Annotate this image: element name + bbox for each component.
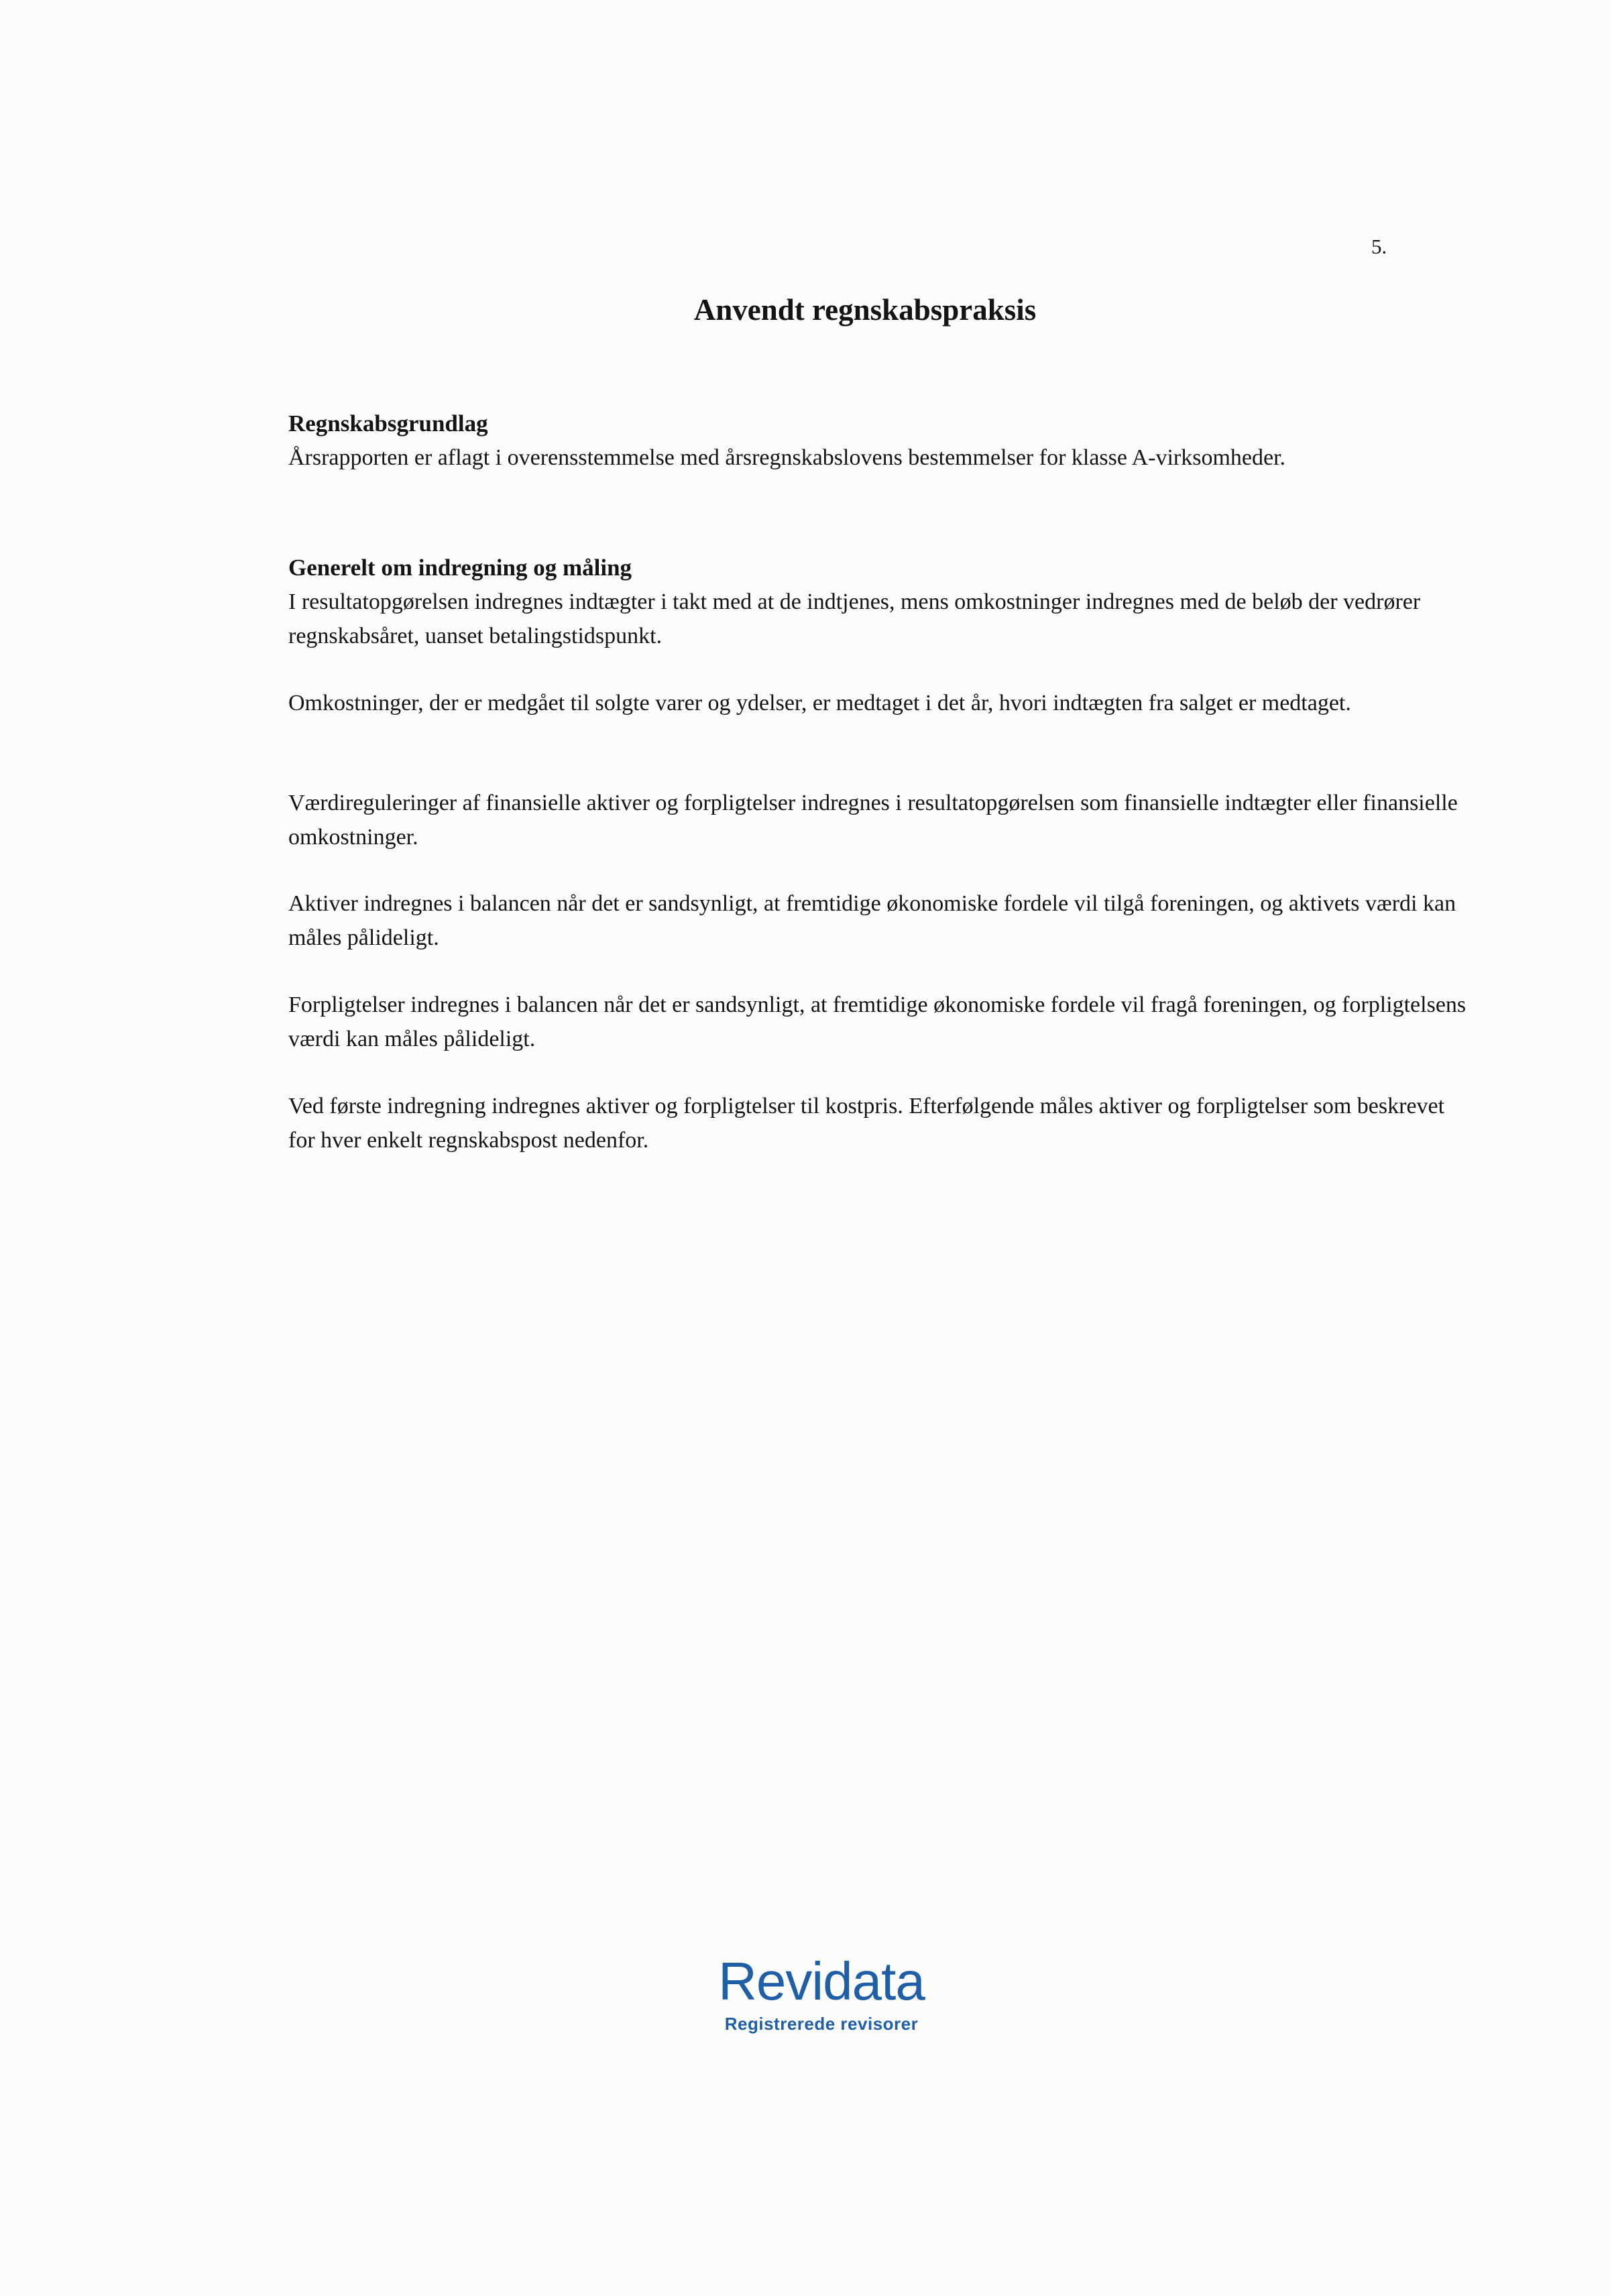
section-heading: Generelt om indregning og måling (288, 555, 632, 581)
section-paragraph-4 (288, 886, 1469, 955)
section-paragraph-6 (288, 1089, 1469, 1157)
section-paragraph-2 (288, 686, 1469, 720)
page-title: Anvendt regnskabspraksis (693, 293, 1037, 327)
section-indregning-og-maling (288, 551, 1469, 653)
revidata-logo (711, 1951, 932, 2034)
paragraph: Værdireguleringer af finansielle aktiver og forpligtelser indregnes i resultatopgørelsen som finansielle indtægter eller finansielle omkostninger. (288, 791, 1458, 850)
section-paragraph-3 (288, 786, 1469, 854)
page-number: 5. (1371, 235, 1387, 258)
paragraph: Forpligtelser indregnes i balancen når det er sandsynligt, at fremtidige økonomiske fordele vil fragå foreningen, og forpligtelsens værdi kan måles pålideligt. (288, 992, 1467, 1051)
section-heading: Regnskabsgrundlag (288, 410, 488, 437)
paragraph: Årsrapporten er aflagt i overensstemmelse med årsregnskabslovens bestemmelser for klasse A-virksomheder. (288, 445, 1286, 470)
logo-name: Revidata (718, 1951, 925, 2011)
section-regnskabsgrundlag (288, 407, 1469, 475)
section-paragraph-5 (288, 988, 1469, 1056)
paragraph: Omkostninger, der er medgået til solgte varer og ydelser, er medtaget i det år, hvori indtægten fra salget er medtaget. (288, 691, 1351, 715)
paragraph: I resultatopgørelsen indregnes indtægter i takt med at de indtjenes, mens omkostninger indregnes med de beløb der vedrører regnskabsåret, uanset betalingstidspunkt. (288, 589, 1421, 648)
logo-tagline: Registrerede revisorer (724, 2014, 919, 2034)
paragraph: Aktiver indregnes i balancen når det er sandsynligt, at fremtidige økonomiske fordele vil tilgå foreningen, og aktivets værdi kan måles pålideligt. (288, 891, 1456, 950)
paragraph: Ved første indregning indregnes aktiver og forpligtelser til kostpris. Efterfølgende måles aktiver og forpligtelser som beskrevet for hver enkelt regnskabspost nedenfor. (288, 1094, 1445, 1153)
